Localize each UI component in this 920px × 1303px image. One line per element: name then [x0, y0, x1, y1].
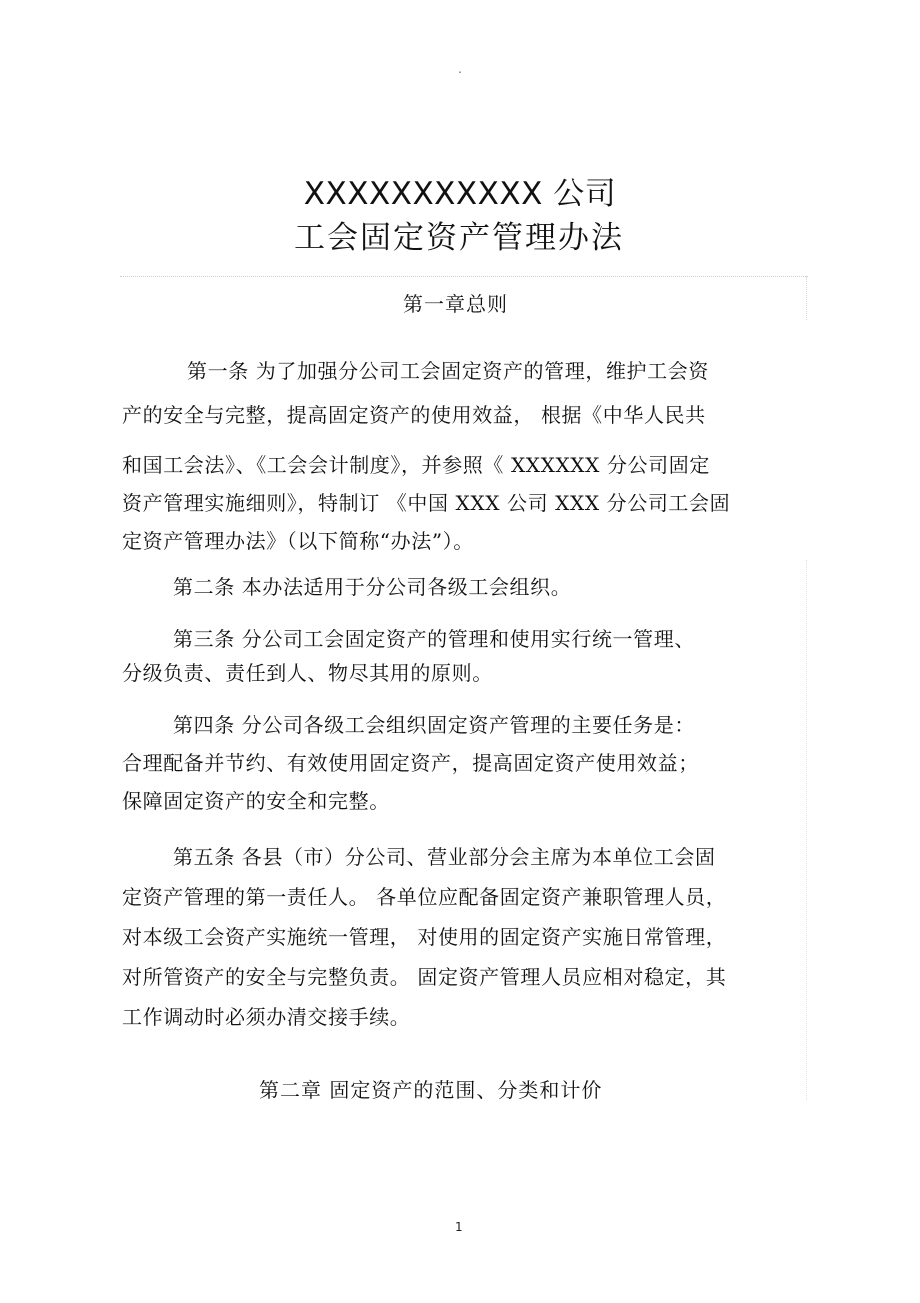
article-1-line-2: 产的安全与完整，提高固定资产的使用效益， 根据《中华人民共 — [122, 403, 706, 427]
article-1-line-4: 资产管理实施细则》，特制订 《中国 XXX 公司 XXX 分公司工会固 — [122, 491, 731, 515]
article-2-line-1: 第二条 本办法适用于分公司各级工会组织。 — [173, 575, 572, 599]
page-number: 1 — [455, 1220, 463, 1234]
document-title-main: 工会固定资产管理办法 — [294, 220, 624, 256]
article-5-line-3: 对本级工会资产实施统一管理， 对使用的固定资产实施日常管理， — [122, 925, 727, 949]
article-4-line-1: 第四条 分公司各级工会组织固定资产管理的主要任务是： — [173, 713, 695, 737]
article-4-line-3: 保障固定资产的安全和完整。 — [122, 789, 390, 813]
chapter-heading-1: 第一章总则 — [403, 292, 508, 316]
article-1-line-5: 定资产管理办法》（以下简称“办法”）。 — [122, 529, 474, 553]
dotted-divider-top — [120, 276, 808, 277]
header-dot: . — [458, 62, 462, 76]
article-4-line-2: 合理配备并节约、有效使用固定资产，提高固定资产使用效益； — [122, 751, 699, 775]
article-3-line-2: 分级负责、责任到人、物尽其用的原则。 — [122, 661, 493, 685]
article-1-line-3: 和国工会法》、《工会会计制度》，并参照《 XXXXXX 分公司固定 — [122, 453, 710, 477]
dotted-divider-right-lower — [806, 560, 807, 1100]
dotted-divider-right-upper — [806, 276, 807, 320]
article-5-line-2: 定资产管理的第一责任人。 各单位应配备固定资产兼职管理人员， — [122, 885, 727, 909]
article-5-line-4: 对所管资产的安全与完整负责。 固定资产管理人员应相对稳定，其 — [122, 965, 727, 989]
chapter-heading-2: 第二章 固定资产的范围、分类和计价 — [259, 1078, 603, 1102]
article-3-line-1: 第三条 分公司工会固定资产的管理和使用实行统一管理、 — [173, 627, 695, 651]
article-1-line-1: 第一条 为了加强分公司工会固定资产的管理，维护工会资 — [187, 359, 709, 383]
article-5-line-5: 工作调动时必须办清交接手续。 — [122, 1005, 411, 1029]
article-5-line-1: 第五条 各县（市）分公司、营业部分会主席为本单位工会固 — [173, 845, 716, 869]
document-title-company: XXXXXXXXXXX 公司 — [303, 176, 617, 212]
